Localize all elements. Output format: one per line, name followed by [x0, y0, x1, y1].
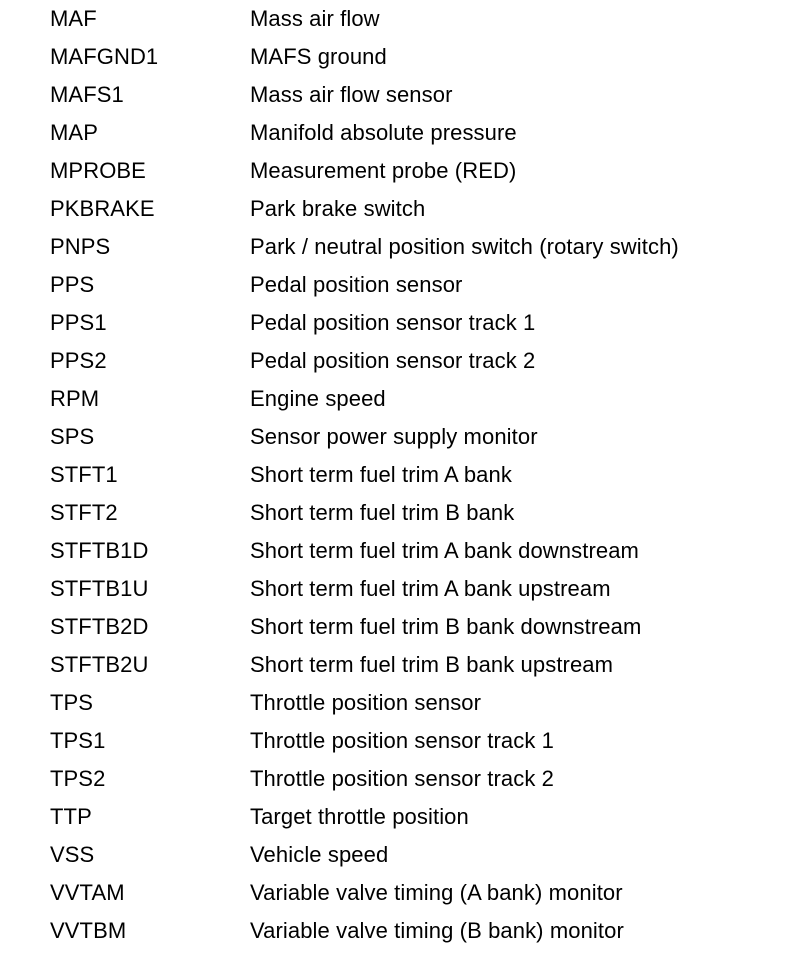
abbreviation-definition: Pedal position sensor track 1	[250, 310, 536, 335]
table-row	[0, 760, 800, 798]
abbreviation-term: STFT2	[50, 500, 118, 525]
table-row	[0, 152, 800, 190]
abbreviation-term: PPS2	[50, 348, 107, 373]
abbreviation-definition: Mass air flow sensor	[250, 82, 453, 107]
table-row	[0, 722, 800, 760]
abbreviation-term: PPS1	[50, 310, 107, 335]
abbreviation-term: STFTB2U	[50, 652, 149, 677]
abbreviation-term: STFTB1D	[50, 538, 149, 563]
table-row	[0, 190, 800, 228]
abbreviation-definition: Short term fuel trim A bank downstream	[250, 538, 639, 563]
abbreviation-definition: Short term fuel trim B bank upstream	[250, 652, 614, 677]
table-row	[0, 608, 800, 646]
abbreviation-term: MAF	[50, 6, 97, 31]
table-row	[0, 38, 800, 76]
abbreviation-term: STFTB2D	[50, 614, 149, 639]
table-row	[0, 684, 800, 722]
table-row	[0, 304, 800, 342]
table-row	[0, 76, 800, 114]
abbreviation-definition: Short term fuel trim B bank downstream	[250, 614, 642, 639]
abbreviation-definition: Short term fuel trim A bank upstream	[250, 576, 611, 601]
abbreviation-term: TPS1	[50, 728, 106, 753]
abbreviation-definition: Mass air flow	[250, 6, 380, 31]
abbreviation-definition: Throttle position sensor	[250, 690, 482, 715]
abbreviation-definition: Manifold absolute pressure	[250, 120, 517, 145]
table-row	[0, 646, 800, 684]
table-row	[0, 266, 800, 304]
abbreviation-definition: Pedal position sensor	[250, 272, 463, 297]
abbreviation-definition: Short term fuel trim B bank	[250, 500, 515, 525]
table-row	[0, 836, 800, 874]
abbreviation-definition: Measurement probe (RED)	[250, 158, 517, 183]
table-row	[0, 456, 800, 494]
table-row	[0, 798, 800, 836]
table-row	[0, 494, 800, 532]
table-row	[0, 0, 800, 38]
abbreviation-term: STFT1	[50, 462, 118, 487]
table-row	[0, 342, 800, 380]
table-row	[0, 418, 800, 456]
abbreviation-definition: Target throttle position	[250, 804, 469, 829]
abbreviation-term: PPS	[50, 272, 95, 297]
table-row	[0, 228, 800, 266]
table-row	[0, 570, 800, 608]
abbreviation-definition: Park brake switch	[250, 196, 426, 221]
abbreviation-definition: Sensor power supply monitor	[250, 424, 538, 449]
table-row	[0, 912, 800, 950]
abbreviation-term: MAP	[50, 120, 98, 145]
abbreviation-term: MPROBE	[50, 158, 146, 183]
abbreviation-term: STFTB1U	[50, 576, 149, 601]
table-row	[0, 874, 800, 912]
abbreviation-term: RPM	[50, 386, 100, 411]
abbreviation-term: TPS	[50, 690, 94, 715]
abbreviation-term: PNPS	[50, 234, 111, 259]
abbreviation-term: VSS	[50, 842, 95, 867]
table-row	[0, 114, 800, 152]
abbreviation-term: MAFS1	[50, 82, 124, 107]
abbreviation-definition: Throttle position sensor track 2	[250, 766, 555, 791]
abbreviation-definition: Engine speed	[250, 386, 386, 411]
abbreviation-term: MAFGND1	[50, 44, 159, 69]
abbreviation-definition: Variable valve timing (A bank) monitor	[250, 880, 623, 905]
table-row	[0, 380, 800, 418]
abbreviation-definition: Variable valve timing (B bank) monitor	[250, 918, 624, 943]
abbreviation-definition: MAFS ground	[250, 44, 387, 69]
abbreviation-term: VVTBM	[50, 918, 127, 943]
abbreviation-term: VVTAM	[50, 880, 125, 905]
abbreviation-definition: Short term fuel trim A bank	[250, 462, 512, 487]
abbreviation-definition: Pedal position sensor track 2	[250, 348, 536, 373]
abbreviation-definition: Throttle position sensor track 1	[250, 728, 555, 753]
abbreviation-definition: Vehicle speed	[250, 842, 389, 867]
table-row	[0, 532, 800, 570]
abbreviation-term: SPS	[50, 424, 95, 449]
abbreviation-definition: Park / neutral position switch (rotary switch)	[250, 234, 679, 259]
abbreviation-term: PKBRAKE	[50, 196, 155, 221]
abbreviation-term: TTP	[50, 804, 92, 829]
abbreviation-term: TPS2	[50, 766, 106, 791]
